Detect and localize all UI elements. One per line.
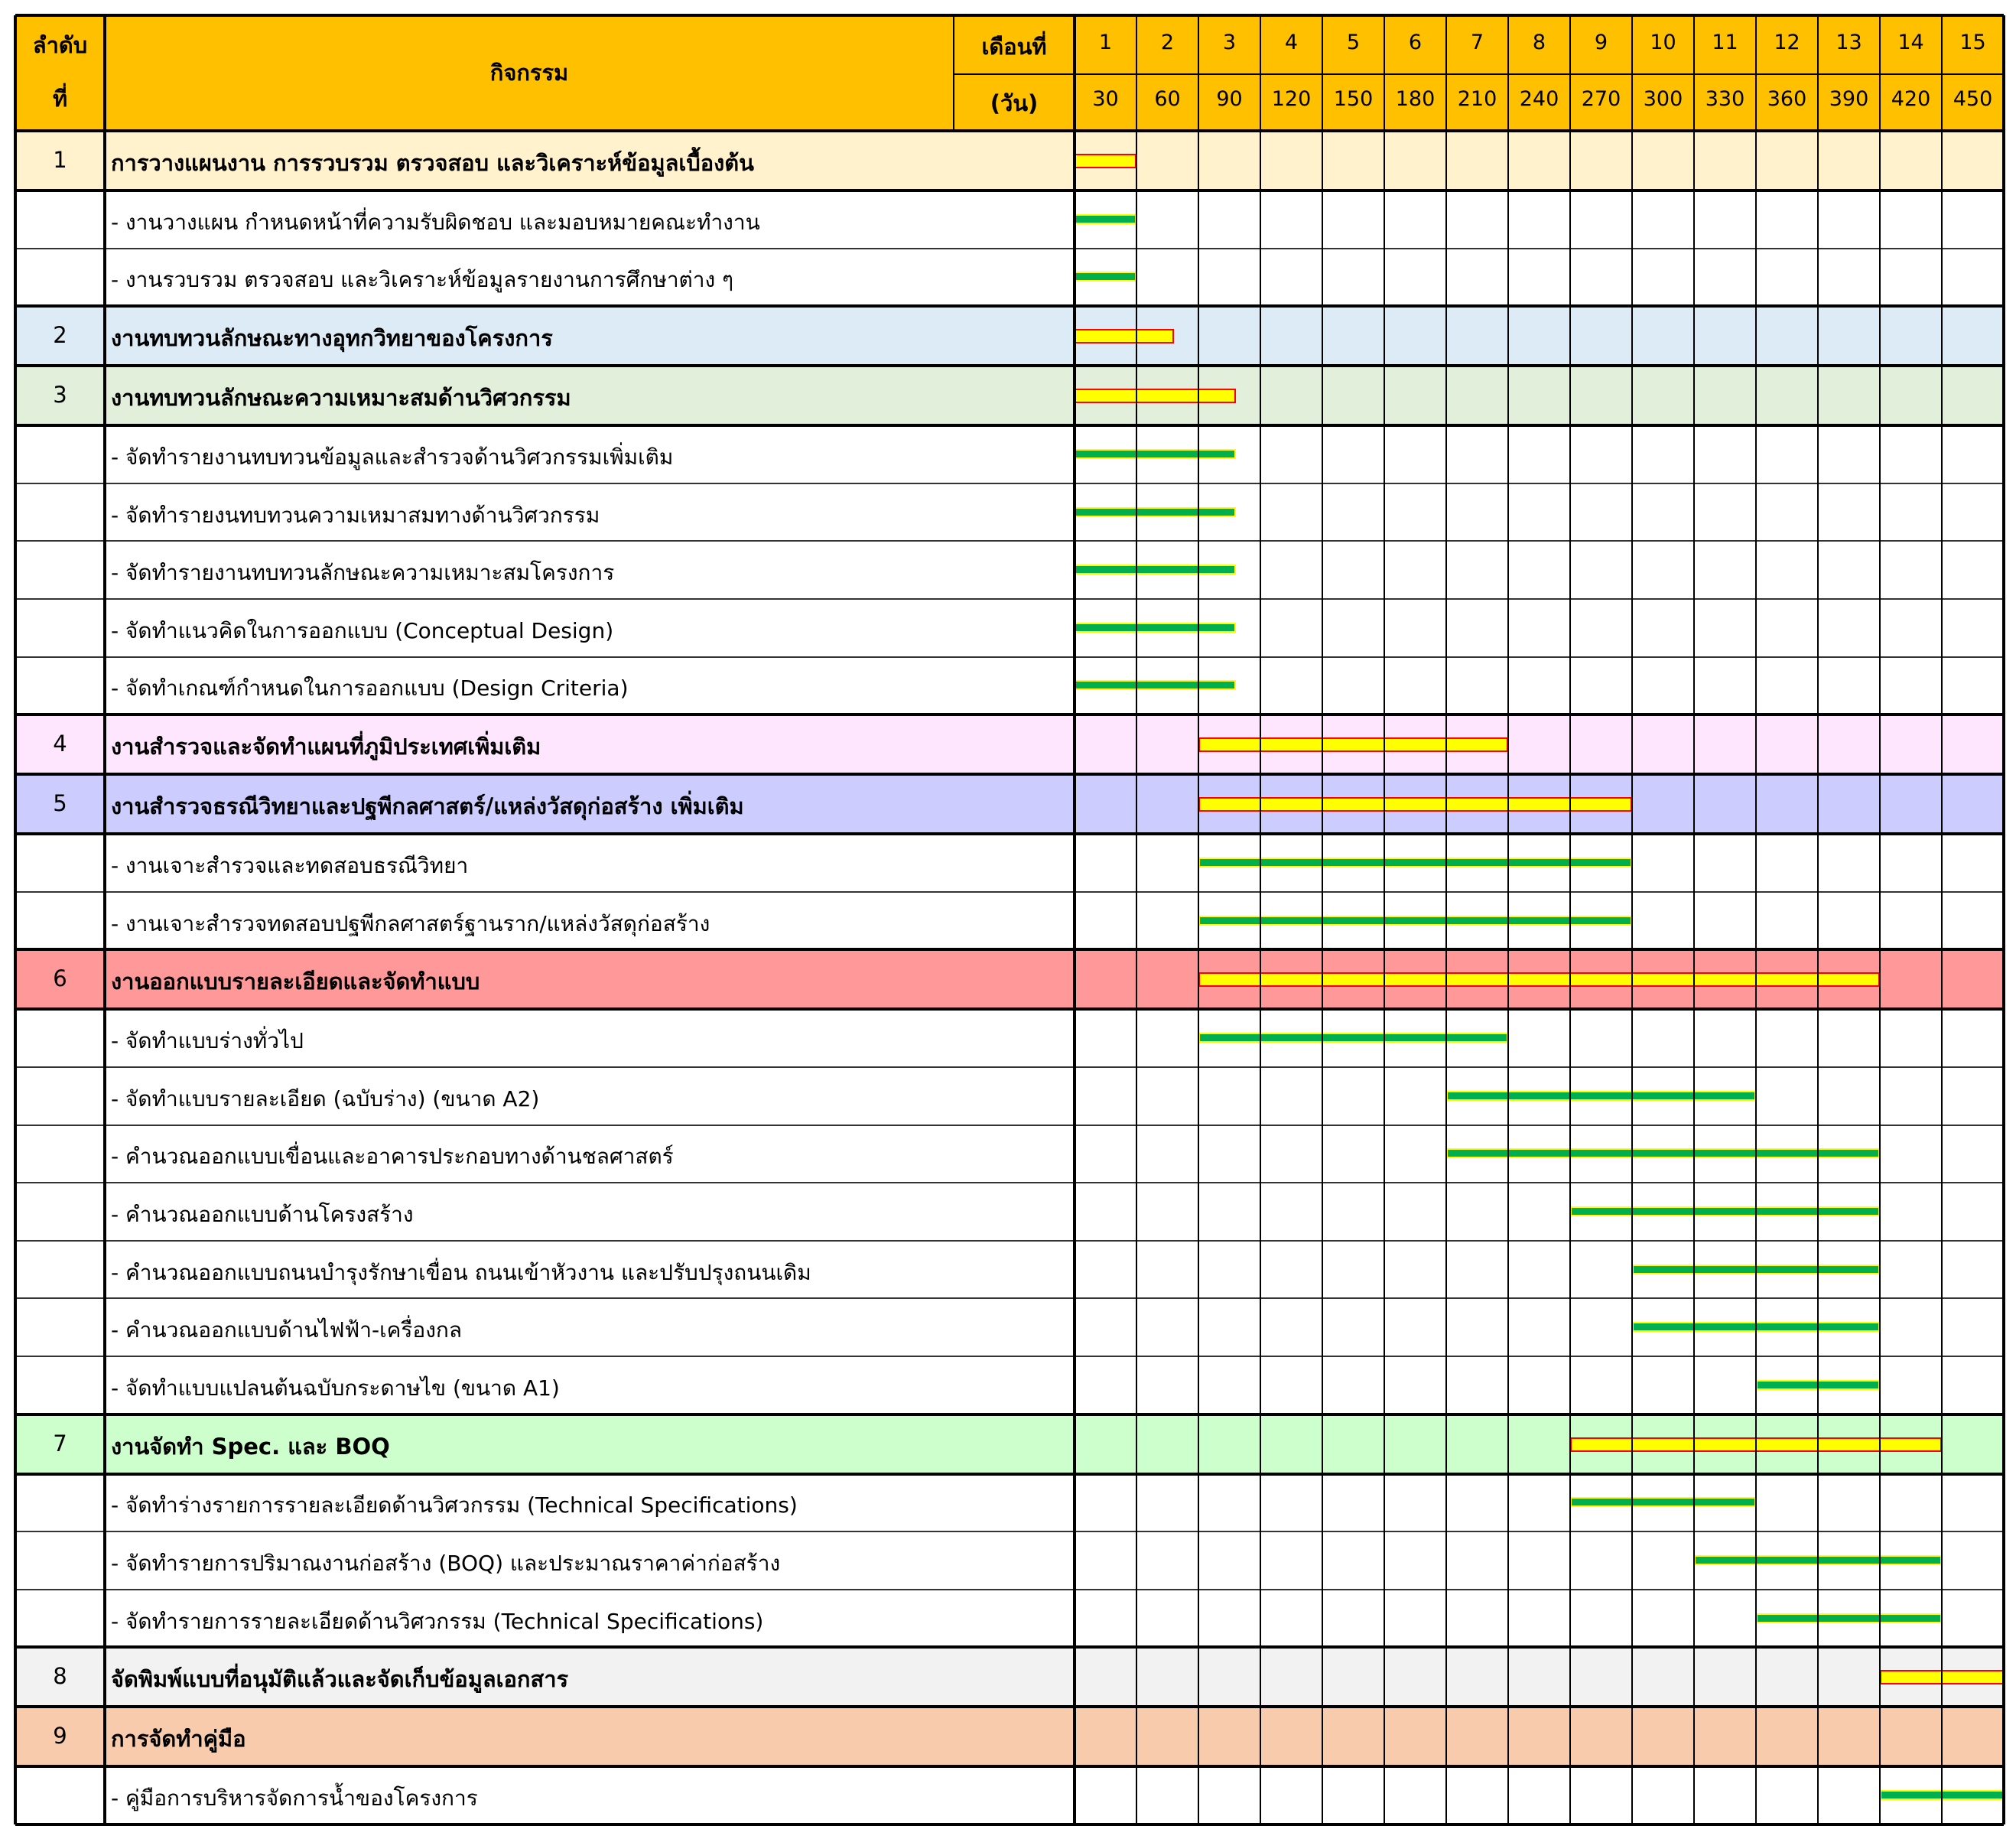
sub-activity-bar — [1198, 1033, 1508, 1043]
header-month-15: 15 — [1959, 31, 1986, 54]
sub-activity-bar — [1198, 916, 1632, 926]
main-activity-label: งานทบทวนลักษณะความเหมาะสมด้านวิศวกรรม — [111, 385, 571, 412]
sub-row-bg — [15, 1009, 2004, 1067]
sub-activity-bar — [1446, 1148, 1880, 1158]
row-divider — [15, 1645, 2004, 1649]
header-month-11: 11 — [1712, 31, 1738, 54]
header-day-8: 240 — [1519, 87, 1559, 111]
header-month-label: เดือนที่ — [981, 34, 1047, 60]
row-divider — [15, 1182, 2004, 1183]
row-divider — [15, 713, 2004, 716]
main-activity-bar — [1075, 389, 1236, 403]
row-divider — [15, 364, 2004, 367]
header-day-12: 360 — [1767, 87, 1807, 111]
sub-activity-bar — [1075, 565, 1236, 574]
row-divider — [15, 483, 2004, 484]
header-day-7: 210 — [1457, 87, 1497, 111]
row-divider — [15, 1125, 2004, 1126]
row-divider — [15, 773, 2004, 776]
sub-activity-bar — [1075, 272, 1136, 282]
sub-activity-label: - คำนวณออกแบบเขื่อนและอาคารประกอบทางด้านชลศาสตร์ — [111, 1144, 674, 1170]
header-month-9: 9 — [1594, 31, 1608, 54]
sub-activity-label: - จัดทำรายการรายละเอียดด้านวิศวกรรม (Technical Specifications) — [111, 1608, 764, 1634]
header-no-line2: ที่ — [52, 86, 68, 112]
main-activity-label: งานสำรวจและจัดทำแผนที่ภูมิประเทศเพิ่มเติม — [111, 734, 541, 760]
row-divider — [15, 1240, 2004, 1242]
no-column-line — [103, 15, 106, 1824]
month-grid-line — [1693, 15, 1695, 1824]
header-day-9: 270 — [1581, 87, 1621, 111]
month-grid-line — [1136, 15, 1137, 1824]
sub-activity-label: - งานเจาะสำรวจและทดสอบธรณีวิทยา — [111, 853, 469, 878]
header-day-5: 150 — [1333, 87, 1374, 111]
month-grid-line — [1384, 15, 1385, 1824]
sub-activity-label: - จัดทำแบบรายละเอียด (ฉบับร่าง) (ขนาด A2) — [111, 1086, 540, 1112]
main-activity-bar — [1198, 797, 1632, 812]
month-grid-line — [1445, 15, 1447, 1824]
month-grid-line — [1631, 15, 1633, 1824]
sub-activity-label: - งานรวบรวม ตรวจสอบ และวิเคราะห์ข้อมูลรายงานการศึกษาต่าง ๆ — [111, 267, 734, 293]
row-divider — [15, 540, 2004, 542]
row-divider — [15, 248, 2004, 249]
header-day-11: 330 — [1705, 87, 1745, 111]
sub-activity-bar — [1075, 623, 1236, 633]
header-month-14: 14 — [1897, 31, 1924, 54]
row-number: 1 — [53, 147, 67, 173]
month-grid-line — [1322, 15, 1323, 1824]
header-day-15: 450 — [1953, 87, 1993, 111]
sub-activity-bar — [1075, 449, 1236, 459]
header-day-14: 420 — [1891, 87, 1931, 111]
row-divider — [15, 656, 2004, 658]
row-number: 9 — [53, 1723, 67, 1750]
main-activity-label: งานสำรวจธรณีวิทยาและปฐพีกลศาสตร์/แหล่งวัสดุก่อสร้าง เพิ่มเติม — [111, 793, 744, 820]
row-number: 3 — [53, 382, 67, 408]
row-divider — [15, 1705, 2004, 1708]
sub-activity-bar — [1075, 680, 1236, 690]
header-month-13: 13 — [1836, 31, 1862, 54]
month-grid-line — [1817, 15, 1819, 1824]
month-grid-line — [1755, 15, 1757, 1824]
row-divider — [15, 424, 2004, 427]
sub-activity-label: - คำนวณออกแบบถนนบำรุงรักษาเขื่อน ถนนเข้าหัวงาน และปรับปรุงถนนเดิม — [111, 1259, 811, 1285]
sub-activity-bar — [1570, 1497, 1756, 1507]
header-no-line1: ลำดับ — [32, 32, 88, 58]
row-divider — [15, 1007, 2004, 1011]
main-activity-bar — [1075, 329, 1174, 343]
month-grid-line — [1198, 15, 1199, 1824]
row-divider — [15, 1765, 2004, 1768]
header-month-12: 12 — [1774, 31, 1800, 54]
sub-activity-label: - จัดทำแนวคิดในการออกแบบ (Conceptual Design) — [111, 617, 614, 643]
sub-activity-bar — [1075, 214, 1136, 224]
header-month-8: 8 — [1532, 31, 1546, 54]
header-day-label: (วัน) — [990, 90, 1039, 116]
row-number: 4 — [53, 731, 67, 757]
border-right — [2002, 15, 2005, 1824]
main-row-bg — [15, 1707, 2004, 1766]
sub-activity-label: - จัดทำรายงนทบทวนความเหมาสมทางด้านวิศวกรรม — [111, 502, 600, 528]
row-divider — [15, 1066, 2004, 1068]
header-month-5: 5 — [1346, 31, 1361, 54]
header-month-4: 4 — [1284, 31, 1299, 54]
border-top — [15, 14, 2004, 17]
header-mid-line — [954, 73, 2004, 75]
sub-activity-label: - คำนวณออกแบบด้านไฟฟ้า-เครื่องกล — [111, 1317, 463, 1343]
sub-activity-label: - จัดทำร่างรายการรายละเอียดด้านวิศวกรรม (Technical Specifications) — [111, 1492, 798, 1518]
row-divider — [15, 948, 2004, 951]
row-divider — [15, 1297, 2004, 1299]
row-divider — [15, 1531, 2004, 1532]
sub-activity-bar — [1756, 1613, 1942, 1623]
sub-activity-label: - จัดทำรายงานทบทวนข้อมูลและสำรวจด้านวิศวกรรมเพิ่มเติม — [111, 444, 674, 470]
main-activity-label: งานจัดทำ Spec. และ BOQ — [111, 1433, 390, 1460]
header-month-10: 10 — [1650, 31, 1676, 54]
month-grid-line — [1507, 15, 1509, 1824]
header-bottom-line — [15, 129, 2004, 132]
month-grid-line — [1941, 15, 1943, 1824]
sub-activity-label: - จัดทำรายงานทบทวนลักษณะความเหมาะสมโครงการ — [111, 560, 615, 586]
main-activity-bar — [1075, 154, 1136, 168]
sub-activity-label: - จัดทำแบบร่างทั่วไป — [111, 1028, 304, 1054]
main-activity-label: การวางแผนงาน การรวบรวม ตรวจสอบ และวิเคราะห์ข้อมูลเบื้องต้น — [111, 150, 754, 176]
row-divider — [15, 598, 2004, 600]
main-activity-label: จัดพิมพ์แบบที่อนุมัติแล้วและจัดเก็บข้อมูลเอกสาร — [111, 1666, 569, 1693]
row-divider — [15, 189, 2004, 192]
sub-activity-bar — [1570, 1206, 1880, 1216]
month-grid-line — [1879, 15, 1881, 1824]
row-divider — [15, 1356, 2004, 1357]
row-number: 5 — [53, 790, 67, 817]
header-activity: กิจกรรม — [489, 60, 569, 86]
header-day-2: 60 — [1154, 87, 1181, 111]
row-number: 7 — [53, 1430, 67, 1457]
header-day-13: 390 — [1829, 87, 1869, 111]
header-day-6: 180 — [1395, 87, 1436, 111]
row-number: 8 — [53, 1663, 67, 1690]
sub-activity-bar — [1075, 507, 1236, 517]
sub-activity-label: - คู่มือการบริหารจัดการน้ำของโครงการ — [111, 1785, 478, 1811]
main-activity-bar — [1198, 737, 1508, 752]
sub-activity-bar — [1198, 858, 1632, 867]
row-divider — [15, 1413, 2004, 1416]
sub-activity-label: - จัดทำเกณฑ์กำหนดในการออกแบบ (Design Criteria) — [111, 675, 629, 701]
header-day-1: 30 — [1092, 87, 1119, 111]
header-month-6: 6 — [1408, 31, 1423, 54]
sub-activity-label: - จัดทำรายการปริมาณงานก่อสร้าง (BOQ) และประมาณราคาค่าก่อสร้าง — [111, 1551, 781, 1576]
month-grid-line — [1569, 15, 1571, 1824]
main-activity-label: งานทบทวนลักษณะทางอุทกวิทยาของโครงการ — [111, 325, 553, 352]
header-month-7: 7 — [1470, 31, 1484, 54]
sub-activity-label: - งานวางแผน กำหนดหน้าที่ความรับผิดชอบ และมอบหมายคณะทำงาน — [111, 209, 760, 235]
row-number: 6 — [53, 965, 67, 992]
row-divider — [15, 1473, 2004, 1476]
month-grid-line — [1260, 15, 1261, 1824]
header-month-1: 1 — [1098, 31, 1113, 54]
row-divider — [15, 1589, 2004, 1590]
header-day-10: 300 — [1643, 87, 1683, 111]
main-activity-bar — [1198, 972, 1880, 987]
sub-activity-label: - จัดทำแบบแปลนต้นฉบับกระดาษไข (ขนาด A1) — [111, 1375, 560, 1401]
main-activity-label: งานออกแบบรายละเอียดและจัดทำแบบ — [111, 968, 480, 995]
row-divider — [15, 891, 2004, 893]
main-activity-label: การจัดทำคู่มือ — [111, 1726, 246, 1753]
activity-column-line — [953, 15, 954, 131]
row-divider — [15, 304, 2004, 308]
border-left — [14, 15, 17, 1824]
timeline-start-line — [1073, 15, 1076, 1824]
header-month-2: 2 — [1160, 31, 1175, 54]
header-day-3: 90 — [1216, 87, 1243, 111]
sub-activity-bar — [1446, 1091, 1756, 1101]
sub-activity-label: - งานเจาะสำรวจทดสอบปฐพีกลศาสตร์ฐานราก/แหล่งวัสดุก่อสร้าง — [111, 910, 710, 936]
sub-activity-label: - คำนวณออกแบบด้านโครงสร้าง — [111, 1202, 414, 1227]
row-number: 2 — [53, 322, 67, 349]
header-day-4: 120 — [1271, 87, 1312, 111]
header-month-3: 3 — [1222, 31, 1237, 54]
row-divider — [15, 832, 2004, 835]
